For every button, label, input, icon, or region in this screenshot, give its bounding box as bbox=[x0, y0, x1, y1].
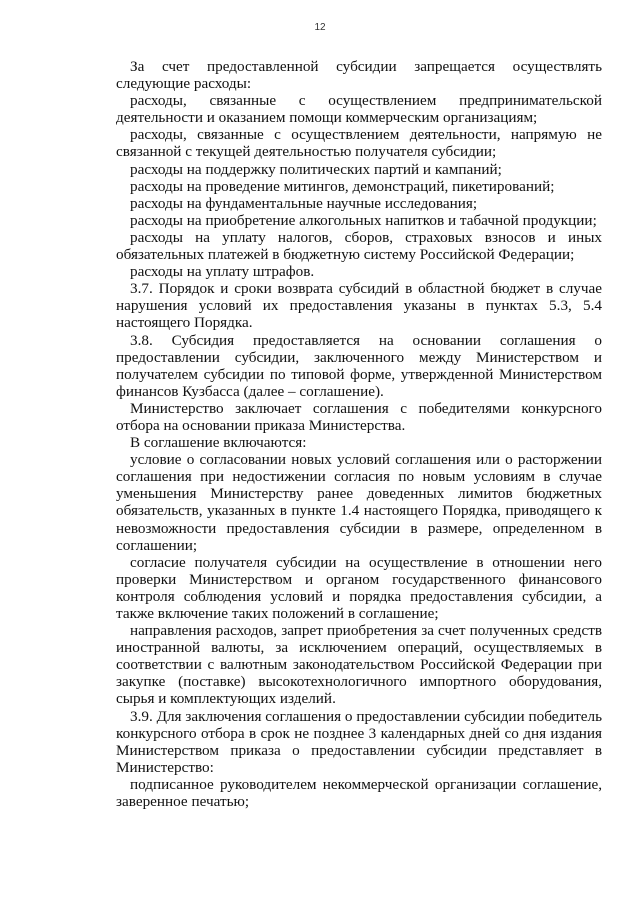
list-item-consent-audit: согласие получателя субсидии на осуществление в отношении него проверки Министерством и органом государственного финансового контроля соблюдения условий и порядка предоставления субсидии, а также включение таких положений в соглашение; bbox=[116, 553, 602, 622]
page-number: 12 bbox=[314, 22, 326, 33]
list-item-political: расходы на поддержку политических партий и кампаний; bbox=[130, 160, 502, 178]
list-item-unrelated-activity: расходы, связанные с осуществлением деятельности, напрямую не связанной с текущей деятельностью получателя субсидии; bbox=[116, 126, 602, 161]
list-item-alcohol-tobacco: расходы на приобретение алкогольных напитков и табачной продукции; bbox=[130, 211, 597, 229]
paragraph-intro: За счет предоставленной субсидии запрещается осуществлять следующие расходы: bbox=[116, 58, 602, 93]
list-item-research: расходы на фундаментальные научные исследования; bbox=[130, 194, 478, 212]
list-item-fines: расходы на уплату штрафов. bbox=[130, 263, 315, 281]
paragraph-agreements: Министерство заключает соглашения с победителями конкурсного отбора на основании приказа Министерства. bbox=[116, 399, 602, 434]
paragraph-included-heading: В соглашение включаются: bbox=[130, 434, 307, 452]
list-item-taxes: расходы на уплату налогов, сборов, страховых взносов и иных обязательных платежей в бюджетную систему Российской Федерации; bbox=[116, 228, 602, 264]
section-3-8: 3.8. Субсидия предоставляется на основании соглашения о предоставлении субсидии, заключенного между Министерством и получателем субсидии по типовой форме, утвержденной Министерством финансов Кузбасса (далее – соглашение). bbox=[116, 331, 602, 400]
document-body bbox=[116, 58, 602, 810]
list-item-signed-agreement: подписанное руководителем некоммерческой организации соглашение, заверенное печатью; bbox=[116, 775, 602, 811]
list-item-new-conditions: условие о согласовании новых условий соглашения или о расторжении соглашения при недостижении согласия по новым условиям в случае уменьшения Министерству ранее доведенных лимитов бюджетных обязательств, указанных в пункте 1.4 настоящего Порядка, приводящего к невозможности предоставления субсидии в размере, определенном в соглашении; bbox=[116, 451, 602, 554]
section-3-7: 3.7. Порядок и сроки возврата субсидий в областной бюджет в случае нарушения условий их предоставления указаны в пунктах 5.3, 5.4 настоящего Порядка. bbox=[116, 280, 602, 332]
section-3-9: 3.9. Для заключения соглашения о предоставлении субсидии победитель конкурсного отбора в срок не позднее 3 календарных дней со дня издания Министерством приказа о предоставлении субсидии представляет в Министерство: bbox=[116, 707, 602, 776]
list-item-rallies: расходы на проведение митингов, демонстраций, пикетирований; bbox=[130, 177, 555, 195]
list-item-entrepreneurial: расходы, связанные с осуществлением предпринимательской деятельности и оказанием помощи коммерческим организациям; bbox=[116, 92, 602, 127]
list-item-currency-ban: направления расходов, запрет приобретения за счет полученных средств иностранной валюты, за исключением операций, осуществляемых в соответствии с валютным законодательством Российской Федерации при закупке (поставке) высокотехнологичного импортного оборудования, сырья и комплектующих изделий. bbox=[116, 622, 602, 708]
